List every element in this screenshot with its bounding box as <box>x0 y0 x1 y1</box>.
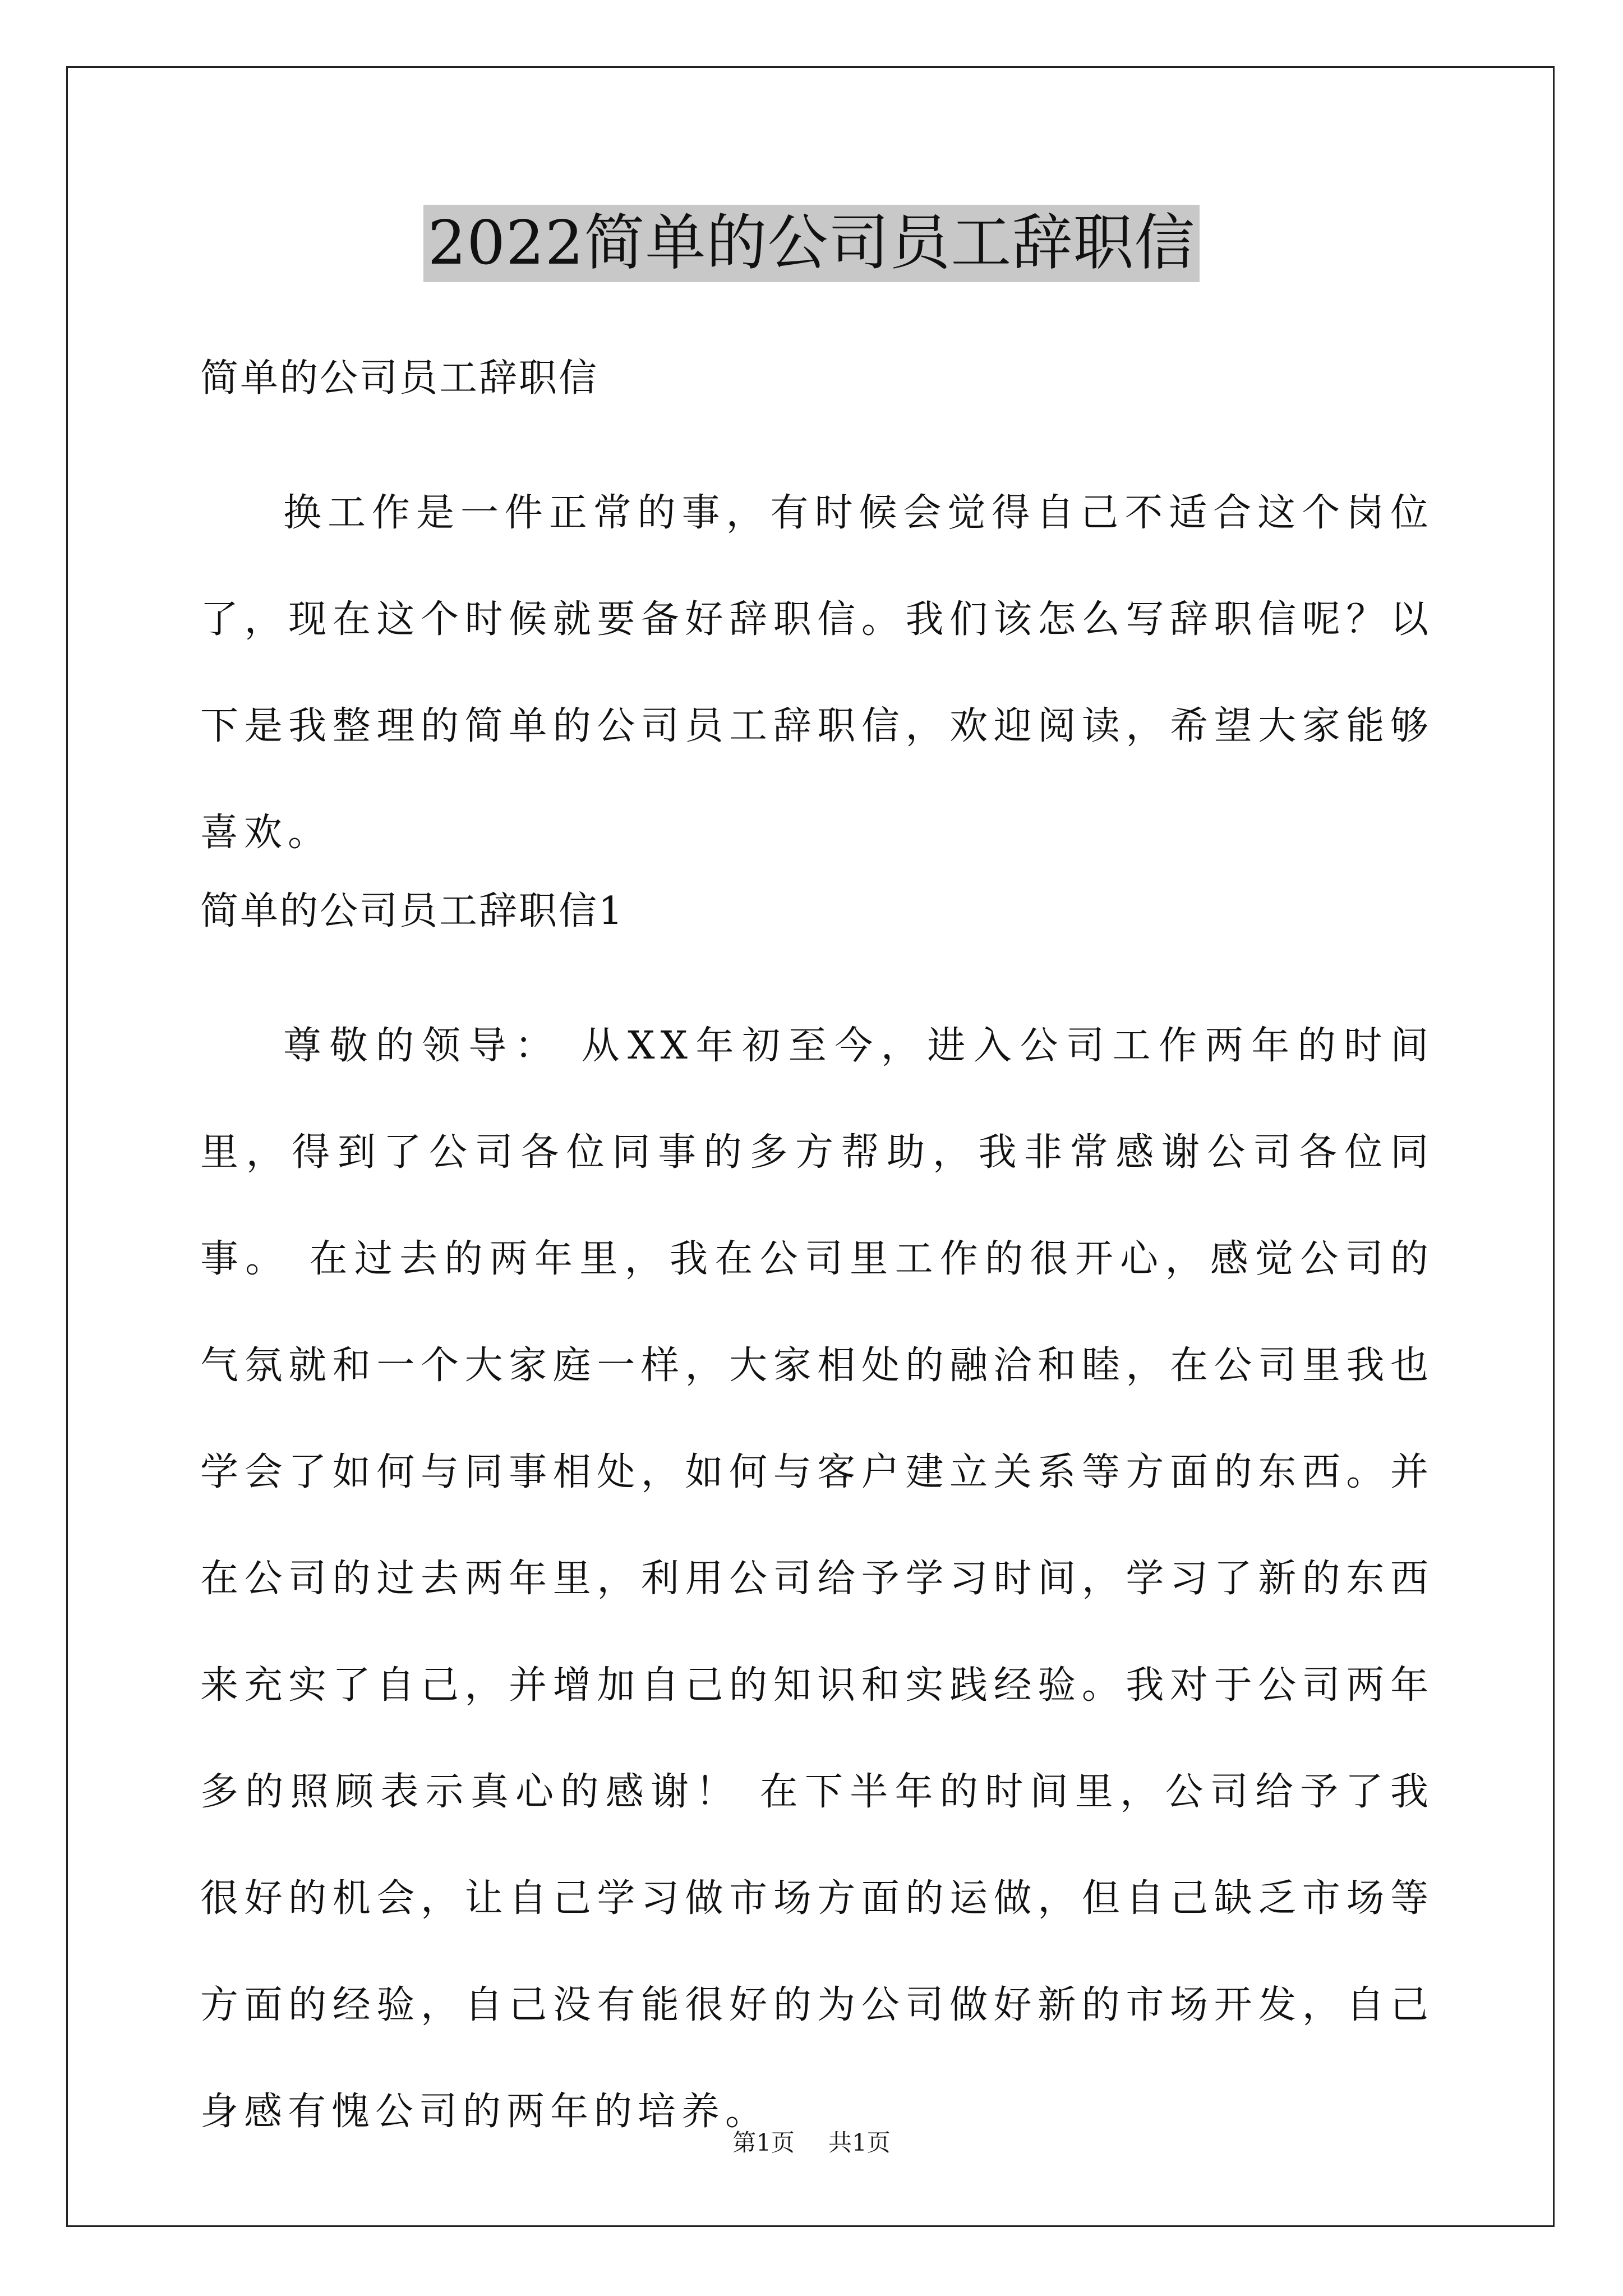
total-pages: 共1页 <box>828 2129 891 2156</box>
section-title: 简单的公司员工辞职信1 <box>200 889 625 933</box>
title-container <box>0 205 1623 282</box>
page-footer <box>0 2126 1623 2160</box>
letter-paragraph: 尊敬的领导： 从XX年初至今，进入公司工作两年的时间里，得到了公司各位同事的多方帮助，我非常感谢公司各位同事。 在过去的两年里，我在公司里工作的很开心，感觉公司的气氛就和一个大家庭一样，大家相处的融洽和睦，在公司里我也学会了如何与同事相处，如何与客户建立关系等方面的东西。并在公司的过去两年里，利用公司给予学习时间，学习了新的东西来充实了自己，并增加自己的知识和实践经验。我对于公司两年多的照顾表示真心的感谢！ 在下半年的时间里，公司给予了我很好的机会，让自己学习做市场方面的运做，但自己缺乏市场等方面的经验，自己没有能很好的为公司做好新的市场开发，自己身感有愧公司的两年的培养。 <box>200 1024 1434 2134</box>
document-subtitle: 简单的公司员工辞职信 <box>200 356 599 401</box>
intro-paragraph: 换工作是一件正常的事，有时候会觉得自己不适合这个岗位了，现在这个时候就要备好辞职信。我们该怎么写辞职信呢？以下是我整理的简单的公司员工辞职信，欢迎阅读，希望大家能够喜欢。 <box>200 491 1434 855</box>
page-number: 第1页 <box>732 2129 795 2156</box>
document-title: 2022简单的公司员工辞职信 <box>423 205 1200 282</box>
